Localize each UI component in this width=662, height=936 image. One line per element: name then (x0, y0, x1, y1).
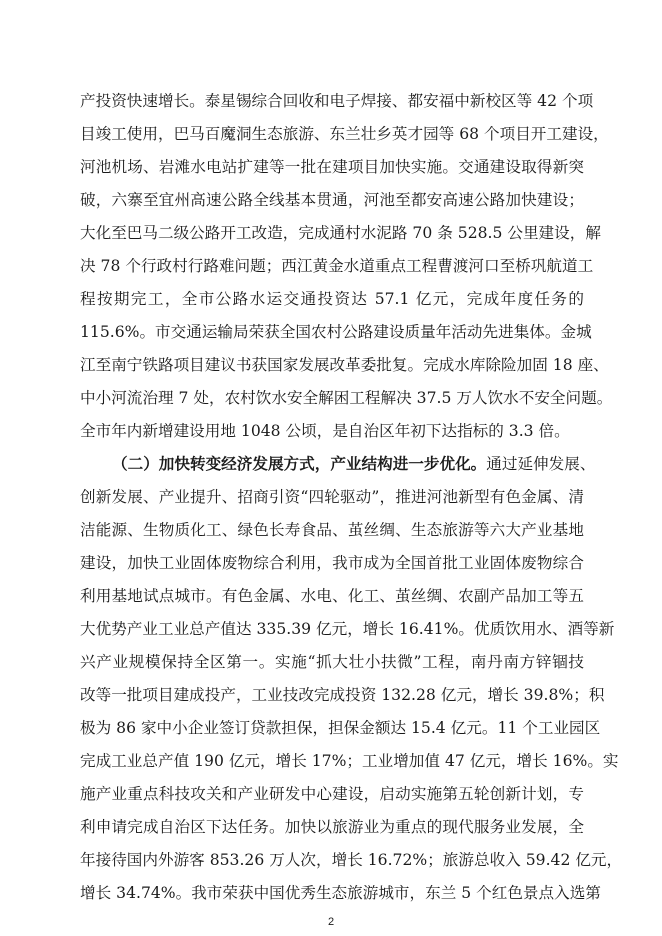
paragraph-line: 破，六寨至宜州高速公路全线基本贯通，河池至都安高速公路加快建设； (80, 191, 584, 209)
paragraph-line: 大化至巴马二级公路开工改造，完成通村水泥路 70 条 528.5 公里建设，解 (80, 224, 601, 242)
paragraph-line: 决 78 个行政村行路难问题；西江黄金水道重点工程曹渡河口至桥巩航道工 (80, 257, 594, 275)
paragraph-line: 利申请完成自治区下达任务。加快以旅游业为重点的现代服务业发展，全 (80, 818, 584, 836)
section-first-line (112, 454, 596, 474)
paragraph-line: 施产业重点科技攻关和产业研发中心建设，启动实施第五轮创新计划，专 (80, 785, 584, 803)
section-first-line-text: 通过延伸发展、 (486, 455, 596, 473)
paragraph-line: 完成工业总产值 190 亿元，增长 17%；工业增加值 47 亿元，增长 16%。实 (80, 752, 619, 770)
paragraph-line: 利用基地试点城市。有色金属、水电、化工、茧丝绸、农副产品加工等五 (80, 587, 584, 605)
paragraph-line: 程按期完工，全市公路水运交通投资达 57.1 亿元，完成年度任务的 (80, 290, 584, 308)
paragraph-line: 洁能源、生物质化工、绿色长寿食品、茧丝绸、生态旅游等六大产业基地 (80, 521, 584, 539)
paragraph-line: 115.6%。市交通运输局荣获全国农村公路建设质量年活动先进集体。金城 (80, 323, 592, 341)
paragraph-line: 产投资快速增长。泰星锡综合回收和电子焊接、都安福中新校区等 42 个项 (80, 92, 594, 110)
paragraph-line: 年接待国内外游客 853.26 万人次，增长 16.72%；旅游总收入 59.42 亿元， (80, 851, 623, 869)
paragraph-line: 目竣工使用，巴马百魔洞生态旅游、东兰壮乡英才园等 68 个项目开工建设， (80, 125, 609, 143)
paragraph-line: 大优势产业工业总产值达 335.39 亿元，增长 16.41%。优质饮用水、酒等新 (80, 620, 615, 638)
section-heading: （二）加快转变经济发展方式，产业结构进一步优化。 (112, 454, 487, 473)
paragraph-line: 兴产业规模保持全区第一。实施“抓大壮小扶微”工程，南丹南方锌锢技 (80, 653, 584, 671)
paragraph-line: 创新发展、产业提升、招商引资“四轮驱动”，推进河池新型有色金属、清 (80, 488, 584, 506)
paragraph-line: 河池机场、岩滩水电站扩建等一批在建项目加快实施。交通建设取得新突 (80, 158, 584, 176)
paragraph-line: 江至南宁铁路项目建议书获国家发展改革委批复。完成水库除险加固 18 座、 (80, 356, 609, 374)
paragraph-line: 极为 86 家中小企业签订贷款担保，担保金额达 15.4 亿元。11 个工业园区 (80, 719, 601, 737)
page-number: 2 (327, 916, 335, 928)
paragraph-line: 中小河流治理 7 处，农村饮水安全解困工程解决 37.5 万人饮水不安全问题。 (80, 389, 613, 407)
paragraph-line: 改等一批项目建成投产，工业技改完成投资 132.28 亿元，增长 39.8%；积 (80, 686, 605, 704)
paragraph-line: 建设，加快工业固体废物综合利用，我市成为全国首批工业固体废物综合 (80, 554, 584, 572)
paragraph-line: 增长 34.74%。我市荣获中国优秀生态旅游城市，东兰 5 个红色景点入选第 (80, 884, 601, 902)
paragraph-line: 全市年内新增建设用地 1048 公顷，是自治区年初下达指标的 3.3 倍。 (80, 422, 570, 440)
